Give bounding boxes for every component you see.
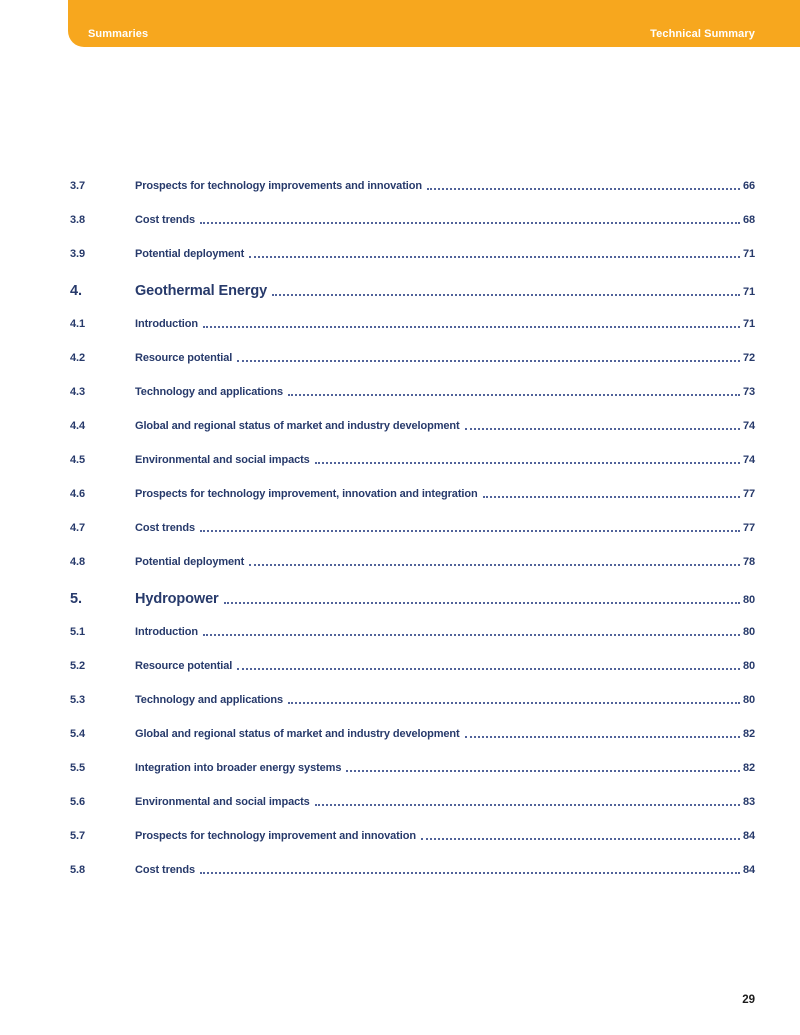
toc-entry-title: Prospects for technology improvement, innovation and integration (135, 488, 478, 500)
dotted-leader (272, 291, 740, 296)
page-number: 29 (742, 994, 755, 1006)
toc-entry-row[interactable] (70, 419, 755, 434)
toc-entry-number: 4. (70, 283, 82, 299)
dotted-leader (237, 665, 740, 670)
toc-entry-page-number: 77 (742, 522, 755, 534)
toc-entry-page-number: 84 (742, 864, 755, 876)
toc-entry-row[interactable] (70, 659, 755, 674)
toc-entry-number: 3.8 (70, 214, 85, 226)
dotted-leader (200, 869, 740, 874)
toc-entry-number: 4.8 (70, 556, 85, 568)
dotted-leader (465, 733, 740, 738)
toc-entry-row[interactable] (70, 351, 755, 366)
toc-entry-page-number: 80 (742, 694, 755, 706)
toc-section-heading-row[interactable] (70, 589, 755, 610)
toc-entry-row[interactable] (70, 863, 755, 878)
toc-entry-title: Global and regional status of market and industry development (135, 728, 460, 740)
toc-entry-number: 4.6 (70, 488, 85, 500)
toc-entry-number: 5.4 (70, 728, 85, 740)
dotted-leader (249, 253, 740, 258)
toc-entry-row[interactable] (70, 247, 755, 262)
toc-entry-row[interactable] (70, 625, 755, 640)
toc-entry-page-number: 78 (742, 556, 755, 568)
toc-entry-title: Cost trends (135, 522, 196, 534)
toc-entry-title: Cost trends (135, 864, 196, 876)
toc-entry-row[interactable] (70, 385, 755, 400)
toc-entry-title: Hydropower (135, 591, 219, 607)
toc-entry-page-number: 82 (742, 762, 755, 774)
header-right-label: Technical Summary (650, 28, 755, 40)
toc-entry-title: Potential deployment (135, 248, 245, 260)
toc-entry-number: 4.4 (70, 420, 85, 432)
dotted-leader (315, 801, 740, 806)
dotted-leader (237, 357, 740, 362)
toc-entry-page-number: 83 (742, 796, 755, 808)
toc-entry-page-number: 68 (742, 214, 755, 226)
toc-entry-title: Cost trends (135, 214, 196, 226)
toc-entry-row[interactable] (70, 317, 755, 332)
toc-entry-row[interactable] (70, 727, 755, 742)
dotted-leader (427, 185, 740, 190)
dotted-leader (203, 323, 740, 328)
toc-entry-row[interactable] (70, 213, 755, 228)
toc-entry-number: 5.6 (70, 796, 85, 808)
toc-entry-title: Geothermal Energy (135, 283, 268, 299)
toc-entry-title: Prospects for technology improvements and innovation (135, 180, 422, 192)
toc-entry-title: Introduction (135, 626, 198, 638)
toc-entry-number: 4.5 (70, 454, 85, 466)
toc-entry-page-number: 71 (742, 286, 755, 298)
toc-entry-title: Integration into broader energy systems (135, 762, 342, 774)
toc-entry-page-number: 80 (742, 594, 755, 606)
toc-entry-title: Potential deployment (135, 556, 245, 568)
toc-entry-number: 4.1 (70, 318, 85, 330)
toc-entry-row[interactable] (70, 453, 755, 468)
toc-entry-page-number: 71 (742, 248, 755, 260)
dotted-leader (249, 561, 740, 566)
toc-entry-row[interactable] (70, 521, 755, 536)
toc-section-heading-row[interactable] (70, 281, 755, 302)
toc-entry-title: Environmental and social impacts (135, 796, 310, 808)
toc-entry-title: Prospects for technology improvement and innovation (135, 830, 416, 842)
dotted-leader (346, 767, 740, 772)
toc-entry-number: 5. (70, 591, 82, 607)
header-bar (68, 0, 800, 47)
toc-entry-row[interactable] (70, 179, 755, 194)
toc-entry-page-number: 84 (742, 830, 755, 842)
toc-entry-number: 5.3 (70, 694, 85, 706)
dotted-leader (483, 493, 740, 498)
toc-entry-page-number: 80 (742, 626, 755, 638)
toc-entry-title: Environmental and social impacts (135, 454, 310, 466)
dotted-leader (421, 835, 740, 840)
toc-entry-number: 4.7 (70, 522, 85, 534)
toc-entry-page-number: 66 (742, 180, 755, 192)
toc-entry-number: 3.7 (70, 180, 85, 192)
toc-entry-title: Technology and applications (135, 694, 284, 706)
dotted-leader (288, 699, 740, 704)
dotted-leader (315, 459, 740, 464)
toc-entry-page-number: 73 (742, 386, 755, 398)
dotted-leader (288, 391, 740, 396)
toc-entry-title: Technology and applications (135, 386, 284, 398)
toc-entry-title: Introduction (135, 318, 198, 330)
toc-entry-page-number: 82 (742, 728, 755, 740)
toc-entry-title: Resource potential (135, 660, 233, 672)
toc-entry-row[interactable] (70, 829, 755, 844)
toc-entry-number: 5.2 (70, 660, 85, 672)
dotted-leader (203, 631, 740, 636)
toc-entry-row[interactable] (70, 795, 755, 810)
toc-entry-page-number: 77 (742, 488, 755, 500)
toc-entry-page-number: 80 (742, 660, 755, 672)
toc-entry-number: 5.8 (70, 864, 85, 876)
dotted-leader (200, 527, 740, 532)
toc-entry-title: Resource potential (135, 352, 233, 364)
toc-entry-row[interactable] (70, 487, 755, 502)
toc-entry-page-number: 72 (742, 352, 755, 364)
toc-entry-page-number: 71 (742, 318, 755, 330)
dotted-leader (200, 219, 740, 224)
toc-entry-number: 4.2 (70, 352, 85, 364)
toc-entry-row[interactable] (70, 761, 755, 776)
toc-entry-number: 4.3 (70, 386, 85, 398)
toc-entry-title: Global and regional status of market and industry development (135, 420, 460, 432)
toc-entry-row[interactable] (70, 693, 755, 708)
toc-entry-number: 5.7 (70, 830, 85, 842)
toc-entry-number: 5.5 (70, 762, 85, 774)
toc-entry-page-number: 74 (742, 420, 755, 432)
dotted-leader (465, 425, 740, 430)
dotted-leader (224, 599, 740, 604)
toc-entry-number: 5.1 (70, 626, 85, 638)
toc-entry-number: 3.9 (70, 248, 85, 260)
table-of-contents (70, 179, 755, 897)
toc-entry-row[interactable] (70, 555, 755, 570)
toc-entry-page-number: 74 (742, 454, 755, 466)
header-left-label: Summaries (88, 28, 149, 40)
